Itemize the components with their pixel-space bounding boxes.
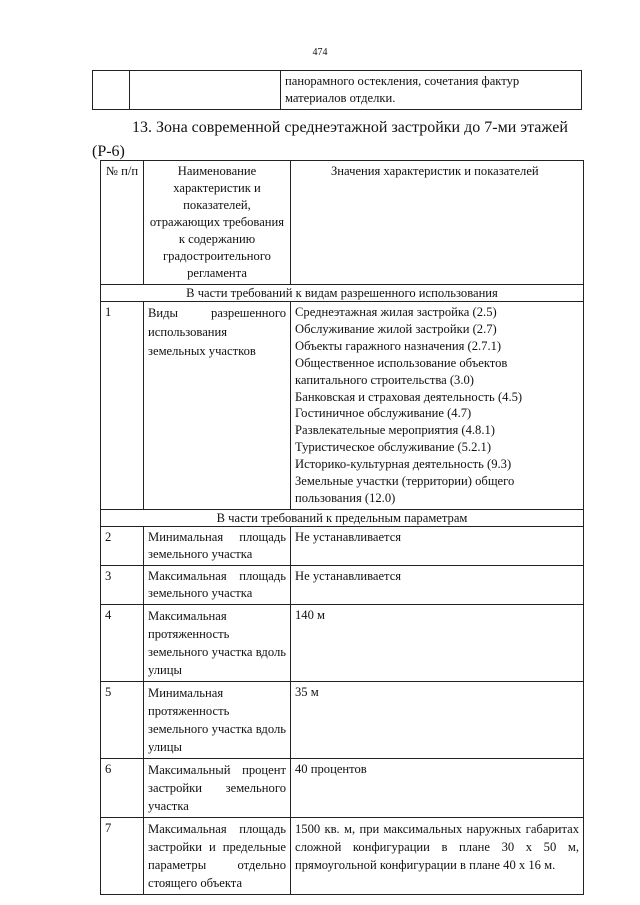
continuation-line: панорамного остекления, сочетания фактур [285,74,520,88]
row-name: Минимальная площадь земельного участка [144,526,291,565]
row-name: Максимальная площадь застройки и предельные параметры отдельно стоящего объекта [144,817,291,894]
row-num: 7 [101,817,144,894]
list-item: Развлекательные мероприятия (4.8.1) [295,423,495,438]
row-value: Не устанавливается [291,565,584,604]
list-item: Банковская и страховая деятельность (4.5) [295,389,523,404]
header-num: № п/п [101,161,144,285]
use-types-list [291,302,584,510]
page-number: 474 [312,47,328,58]
table-row [101,302,584,510]
continuation-table [92,70,582,110]
table-row [101,817,584,894]
table-row [101,604,584,681]
table-row [93,71,582,110]
row-name: Минимальная протяженность земельного участка вдоль улицы [144,681,291,758]
regulation-table [100,160,584,895]
row-value: 35 м [291,681,584,758]
list-item: Историко-культурная деятельность (9.3) [295,457,512,472]
row-num: 4 [101,604,144,681]
row-name: Виды разрешенного использования земельных участков [144,302,291,510]
list-item: Объекты гаражного назначения (2.7.1) [295,338,502,353]
section-title: В части требований к видам разрешенного использования [101,285,584,302]
table-row [101,565,584,604]
row-num: 1 [101,302,144,510]
row-value: 140 м [291,604,584,681]
empty-cell [130,71,281,110]
section-title: В части требований к предельным параметрам [101,509,584,526]
row-value: Не устанавливается [291,526,584,565]
row-num: 5 [101,681,144,758]
row-num: 3 [101,565,144,604]
list-item: Туристическое обслуживание (5.2.1) [295,440,492,455]
section-row [101,285,584,302]
list-item: Среднеэтажная жилая застройка (2.5) [295,305,497,319]
continuation-line: материалов отделки. [285,91,396,105]
list-item: Общественное использование объектов капитального строительства (3.0) [295,355,508,387]
row-name: Максимальная площадь земельного участка [144,565,291,604]
table-row [101,758,584,817]
header-name: Наименование характеристик и показателей, отражающих требования к содержанию градостроительного регламента [144,161,291,285]
section-row [101,509,584,526]
zone-number: 13. [132,119,152,136]
list-item: Обслуживание жилой застройки (2.7) [295,321,497,336]
table-header-row [101,161,584,285]
row-num: 6 [101,758,144,817]
list-item: Гостиничное обслуживание (4.7) [295,406,472,421]
list-item: Земельные участки (территории) общего пользования (12.0) [295,474,515,505]
row-num: 2 [101,526,144,565]
zone-heading [92,115,582,141]
row-name: Максимальный процент застройки земельного участка [144,758,291,817]
zone-code: (Р-6) [92,143,125,160]
table-row [101,681,584,758]
zone-title: Зона современной среднеэтажной застройки до 7-ми этажей [156,119,568,136]
row-name: Максимальная протяженность земельного участка вдоль улицы [144,604,291,681]
table-row [101,526,584,565]
row-value: 40 процентов [291,758,584,817]
empty-cell [93,71,130,110]
row-value: 1500 кв. м, при максимальных наружных габаритах сложной конфигурации в плане 30 х 50 м, прямоугольной конфигурации в плане 40 х 16 м. [291,817,584,894]
continuation-cell [281,71,582,110]
header-values: Значения характеристик и показателей [291,161,584,285]
